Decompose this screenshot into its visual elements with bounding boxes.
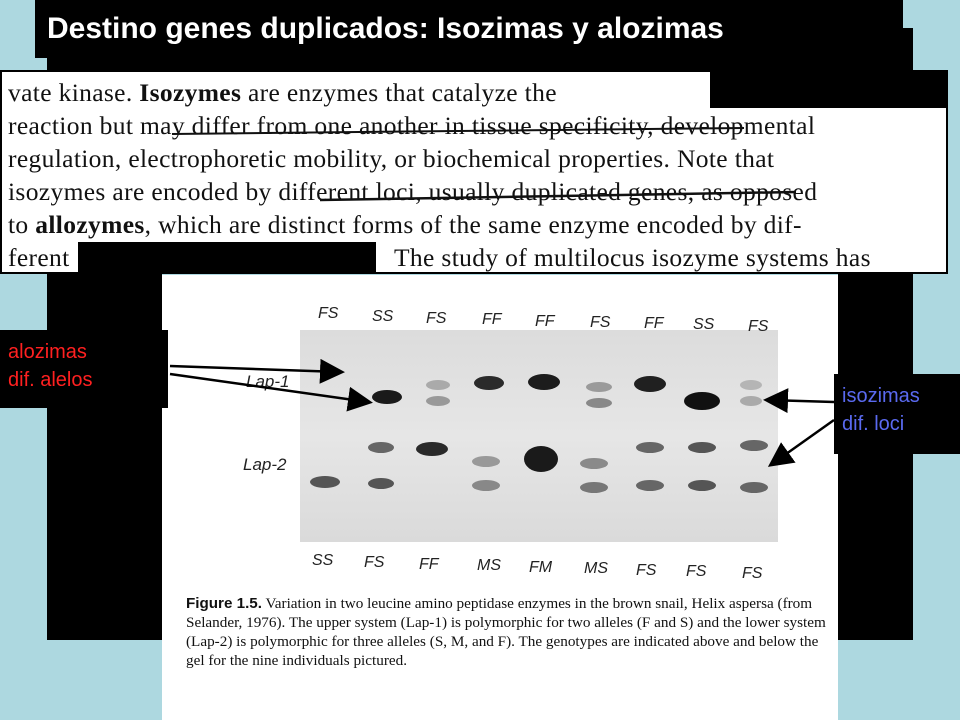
arrow-alleles-1 [170, 366, 340, 372]
text-line-5-post: , which are distinct forms of the same enzyme encoded by dif- [144, 210, 802, 239]
bottom-genotype-label: FS [686, 563, 707, 580]
top-genotype-label: FS [748, 318, 769, 335]
text-line-5-pre: to [8, 210, 36, 239]
text-line-1-post: are enzymes that catalyze the [241, 78, 557, 107]
text-line-2: reaction but may differ from one another in tissue specificity, developmental [8, 111, 816, 140]
bottom-genotype-label: SS [312, 552, 334, 569]
locus-lap2-label: Lap-2 [243, 455, 287, 474]
bottom-genotype-label: FM [529, 559, 553, 576]
top-genotype-label: FS [318, 305, 339, 322]
text-line-1-pre: vate kinase. [8, 78, 140, 107]
annotation-alozimas-line2: dif. alelos [8, 369, 93, 391]
text-line-1-bold: Isozymes [139, 78, 242, 107]
bottom-genotype-label: FF [419, 556, 439, 573]
bottom-genotype-label: FS [364, 554, 385, 571]
arrow-loci-1 [768, 400, 834, 402]
annotation-isozimas-line1: isozimas [842, 385, 920, 407]
figure-caption-text: Variation in two leucine amino peptidase enzymes in the brown snail, Helix aspersa (from Selander, 1976). The upper system (Lap-1) is polymorphic for two alleles (F and S) and the lower system (Lap-2) is polymorphic for three alleles (S, M, and F). The genotypes are indicated above and below the gel for the nine individuals pictured. [186, 595, 826, 669]
top-genotype-label: FS [590, 314, 611, 331]
text-line-3: regulation, electrophoretic mobility, or biochemical properties. Note that [8, 144, 775, 173]
locus-lap1-label: Lap-1 [246, 372, 290, 391]
arrow-alleles-2 [170, 374, 368, 402]
top-genotype-label: SS [372, 308, 394, 325]
top-genotype-label: FF [535, 313, 555, 330]
top-genotype-label: FF [482, 311, 502, 328]
top-genotype-label: SS [693, 316, 715, 333]
annotation-alozimas-line1: alozimas [8, 341, 87, 363]
text-line-4: isozymes are encoded by different loci, usually duplicated genes, as opposed [8, 177, 818, 206]
text-line-7: The study of multilocus isozyme systems has [394, 243, 871, 272]
bottom-genotype-label: FS [636, 562, 657, 579]
arrow-loci-2 [772, 420, 834, 464]
bottom-genotype-label: MS [584, 560, 608, 577]
slide-title: Destino genes duplicados: Isozimas y alozimas [35, 0, 903, 58]
text-line-6: ferent [8, 243, 70, 272]
figure-number: Figure 1.5. [186, 595, 262, 612]
top-genotype-label: FS [426, 310, 447, 327]
annotation-isozimas-line2: dif. loci [842, 413, 905, 435]
bottom-genotype-label: FS [742, 565, 763, 582]
text-line-5-bold: allozymes [35, 210, 145, 239]
top-genotype-label: FF [644, 315, 664, 332]
bottom-genotype-label: MS [477, 557, 501, 574]
